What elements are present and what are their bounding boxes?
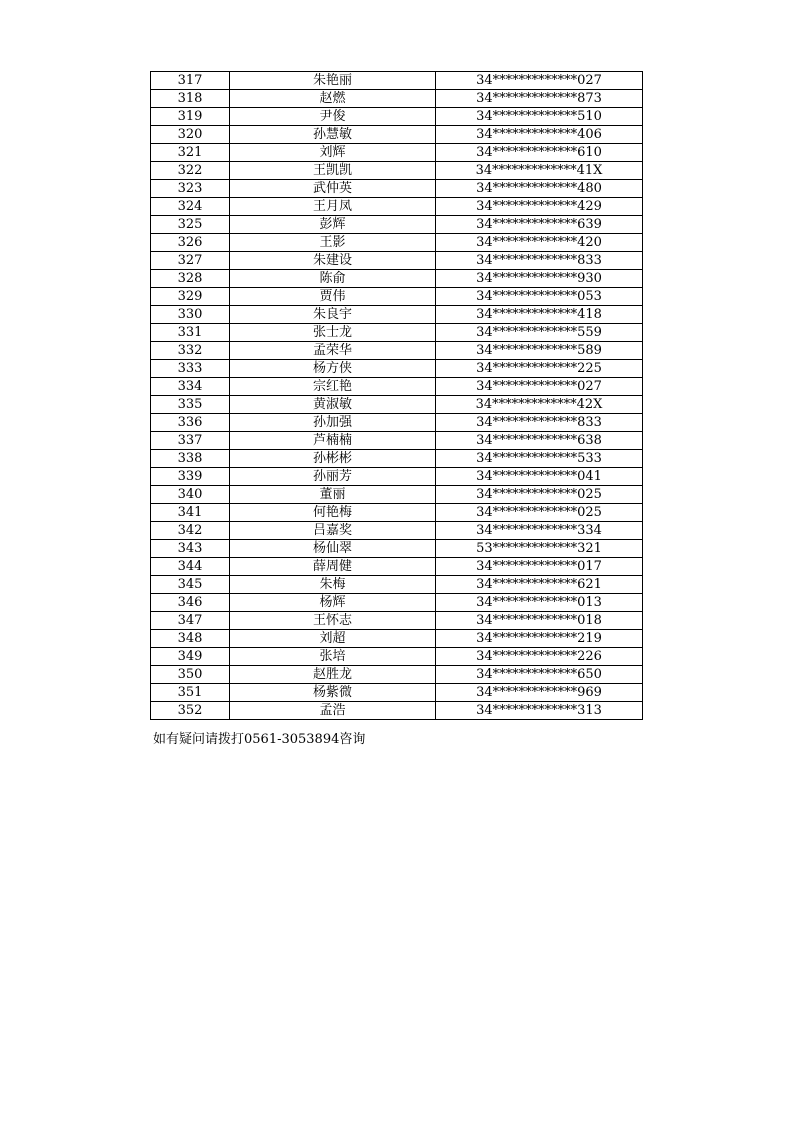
row-number-cell: 333 <box>151 360 230 378</box>
roster-table-body <box>151 72 643 720</box>
id-number-cell: 34*************559 <box>436 324 643 342</box>
table-row <box>151 612 643 630</box>
table-row <box>151 594 643 612</box>
table-row <box>151 576 643 594</box>
id-number-cell: 34*************225 <box>436 360 643 378</box>
name-cell: 朱良宇 <box>230 306 436 324</box>
name-cell: 王怀志 <box>230 612 436 630</box>
table-row <box>151 324 643 342</box>
id-number-cell: 34*************610 <box>436 144 643 162</box>
row-number-cell: 349 <box>151 648 230 666</box>
row-number-cell: 346 <box>151 594 230 612</box>
id-number-cell: 34*************639 <box>436 216 643 234</box>
row-number-cell: 344 <box>151 558 230 576</box>
row-number-cell: 347 <box>151 612 230 630</box>
id-number-cell: 34*************621 <box>436 576 643 594</box>
name-cell: 孟浩 <box>230 702 436 720</box>
table-row <box>151 216 643 234</box>
id-number-cell: 34*************053 <box>436 288 643 306</box>
row-number-cell: 339 <box>151 468 230 486</box>
name-cell: 何艳梅 <box>230 504 436 522</box>
id-number-cell: 34*************025 <box>436 486 643 504</box>
id-number-cell: 34*************833 <box>436 414 643 432</box>
name-cell: 王月凤 <box>230 198 436 216</box>
table-row <box>151 486 643 504</box>
roster-table <box>150 71 643 720</box>
row-number-cell: 340 <box>151 486 230 504</box>
name-cell: 张培 <box>230 648 436 666</box>
row-number-cell: 330 <box>151 306 230 324</box>
table-row <box>151 306 643 324</box>
name-cell: 孙慧敏 <box>230 126 436 144</box>
contact-footnote: 如有疑问请拨打0561-3053894咨询 <box>153 732 366 747</box>
row-number-cell: 327 <box>151 252 230 270</box>
table-row <box>151 360 643 378</box>
name-cell: 孟荣华 <box>230 342 436 360</box>
row-number-cell: 341 <box>151 504 230 522</box>
name-cell: 贾伟 <box>230 288 436 306</box>
name-cell: 赵燃 <box>230 90 436 108</box>
id-number-cell: 34*************013 <box>436 594 643 612</box>
row-number-cell: 335 <box>151 396 230 414</box>
id-number-cell: 34*************650 <box>436 666 643 684</box>
table-row <box>151 666 643 684</box>
table-row <box>151 378 643 396</box>
row-number-cell: 338 <box>151 450 230 468</box>
row-number-cell: 336 <box>151 414 230 432</box>
row-number-cell: 351 <box>151 684 230 702</box>
table-row <box>151 342 643 360</box>
id-number-cell: 34*************930 <box>436 270 643 288</box>
id-number-cell: 34*************027 <box>436 378 643 396</box>
name-cell: 王凯凯 <box>230 162 436 180</box>
table-row <box>151 540 643 558</box>
id-number-cell: 34*************533 <box>436 450 643 468</box>
id-number-cell: 34*************420 <box>436 234 643 252</box>
table-row <box>151 522 643 540</box>
name-cell: 杨方侠 <box>230 360 436 378</box>
row-number-cell: 352 <box>151 702 230 720</box>
table-row <box>151 702 643 720</box>
table-row <box>151 144 643 162</box>
row-number-cell: 325 <box>151 216 230 234</box>
id-number-cell: 34*************41X <box>436 162 643 180</box>
table-row <box>151 198 643 216</box>
table-row <box>151 72 643 90</box>
name-cell: 朱梅 <box>230 576 436 594</box>
id-number-cell: 34*************018 <box>436 612 643 630</box>
id-number-cell: 34*************873 <box>436 90 643 108</box>
row-number-cell: 323 <box>151 180 230 198</box>
name-cell: 黄淑敏 <box>230 396 436 414</box>
name-cell: 孙加强 <box>230 414 436 432</box>
name-cell: 吕嘉奖 <box>230 522 436 540</box>
row-number-cell: 343 <box>151 540 230 558</box>
name-cell: 王影 <box>230 234 436 252</box>
table-row <box>151 630 643 648</box>
id-number-cell: 34*************429 <box>436 198 643 216</box>
row-number-cell: 334 <box>151 378 230 396</box>
row-number-cell: 345 <box>151 576 230 594</box>
id-number-cell: 34*************510 <box>436 108 643 126</box>
name-cell: 薛周健 <box>230 558 436 576</box>
id-number-cell: 34*************418 <box>436 306 643 324</box>
name-cell: 杨辉 <box>230 594 436 612</box>
name-cell: 刘超 <box>230 630 436 648</box>
name-cell: 彭辉 <box>230 216 436 234</box>
id-number-cell: 34*************027 <box>436 72 643 90</box>
row-number-cell: 342 <box>151 522 230 540</box>
id-number-cell: 34*************969 <box>436 684 643 702</box>
id-number-cell: 34*************041 <box>436 468 643 486</box>
table-row <box>151 270 643 288</box>
table-row <box>151 396 643 414</box>
row-number-cell: 318 <box>151 90 230 108</box>
row-number-cell: 326 <box>151 234 230 252</box>
name-cell: 朱建设 <box>230 252 436 270</box>
row-number-cell: 337 <box>151 432 230 450</box>
table-row <box>151 648 643 666</box>
table-row <box>151 234 643 252</box>
table-row <box>151 126 643 144</box>
table-row <box>151 504 643 522</box>
name-cell: 杨仙翠 <box>230 540 436 558</box>
id-number-cell: 34*************219 <box>436 630 643 648</box>
id-number-cell: 34*************589 <box>436 342 643 360</box>
id-number-cell: 34*************833 <box>436 252 643 270</box>
name-cell: 孙彬彬 <box>230 450 436 468</box>
row-number-cell: 319 <box>151 108 230 126</box>
row-number-cell: 322 <box>151 162 230 180</box>
table-row <box>151 252 643 270</box>
id-number-cell: 34*************480 <box>436 180 643 198</box>
id-number-cell: 34*************017 <box>436 558 643 576</box>
name-cell: 陈俞 <box>230 270 436 288</box>
table-row <box>151 90 643 108</box>
table-row <box>151 180 643 198</box>
row-number-cell: 324 <box>151 198 230 216</box>
table-row <box>151 558 643 576</box>
id-number-cell: 34*************638 <box>436 432 643 450</box>
table-row <box>151 414 643 432</box>
row-number-cell: 350 <box>151 666 230 684</box>
table-row <box>151 450 643 468</box>
name-cell: 宗红艳 <box>230 378 436 396</box>
table-row <box>151 468 643 486</box>
id-number-cell: 34*************42X <box>436 396 643 414</box>
row-number-cell: 332 <box>151 342 230 360</box>
id-number-cell: 34*************313 <box>436 702 643 720</box>
row-number-cell: 348 <box>151 630 230 648</box>
table-row <box>151 288 643 306</box>
name-cell: 朱艳丽 <box>230 72 436 90</box>
name-cell: 尹俊 <box>230 108 436 126</box>
name-cell: 赵胜龙 <box>230 666 436 684</box>
id-number-cell: 34*************226 <box>436 648 643 666</box>
name-cell: 芦楠楠 <box>230 432 436 450</box>
table-row <box>151 432 643 450</box>
name-cell: 刘辉 <box>230 144 436 162</box>
table-row <box>151 162 643 180</box>
name-cell: 武仲英 <box>230 180 436 198</box>
name-cell: 董丽 <box>230 486 436 504</box>
row-number-cell: 328 <box>151 270 230 288</box>
name-cell: 张士龙 <box>230 324 436 342</box>
row-number-cell: 321 <box>151 144 230 162</box>
name-cell: 孙丽芳 <box>230 468 436 486</box>
table-row <box>151 684 643 702</box>
id-number-cell: 34*************025 <box>436 504 643 522</box>
id-number-cell: 34*************334 <box>436 522 643 540</box>
row-number-cell: 317 <box>151 72 230 90</box>
row-number-cell: 329 <box>151 288 230 306</box>
row-number-cell: 331 <box>151 324 230 342</box>
id-number-cell: 34*************406 <box>436 126 643 144</box>
name-cell: 杨紫微 <box>230 684 436 702</box>
id-number-cell: 53*************321 <box>436 540 643 558</box>
row-number-cell: 320 <box>151 126 230 144</box>
table-row <box>151 108 643 126</box>
